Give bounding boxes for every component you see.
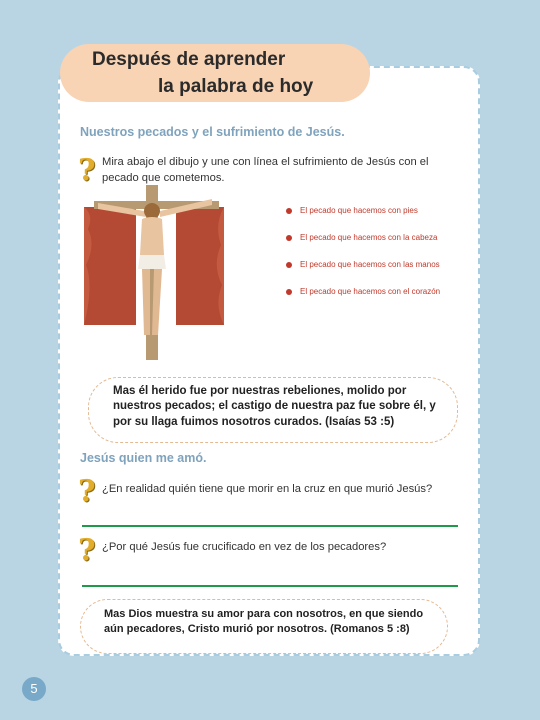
answer-line-2[interactable] bbox=[82, 585, 458, 587]
crucifixion-illustration bbox=[84, 185, 229, 360]
answer-line-1[interactable] bbox=[82, 525, 458, 527]
sin-option-label: El pecado que hacemos con las manos bbox=[300, 260, 440, 269]
red-dot-icon bbox=[286, 262, 292, 268]
sin-option-feet[interactable] bbox=[286, 206, 418, 215]
page-number: 5 bbox=[22, 677, 46, 701]
question-mark-icon: ? bbox=[78, 533, 96, 568]
red-dot-icon bbox=[286, 235, 292, 241]
question-mark-icon: ? bbox=[78, 474, 96, 509]
section1-instruction: Mira abajo el dibujo y une con línea el sufrimiento de Jesús con el pecado que cometemos. bbox=[102, 156, 429, 184]
question1-text: ¿En realidad quién tiene que morir en la cruz en que murió Jesús? bbox=[102, 483, 433, 495]
sin-option-label: El pecado que hacemos con pies bbox=[300, 206, 418, 215]
question2-text: ¿Por qué Jesús fue crucificado en vez de los pecadores? bbox=[102, 541, 387, 553]
verse-isaiah: Mas él herido fue por nuestras rebeliones, molido por nuestros pecados; el castigo de nuestra paz fue sobre él, y por su llaga fuimos nosotros curados. (Isaías 53 :5) bbox=[113, 385, 436, 428]
red-dot-icon bbox=[286, 208, 292, 214]
section1-title: Nuestros pecados y el sufrimiento de Jesús. bbox=[80, 125, 345, 139]
sin-option-heart[interactable] bbox=[286, 287, 440, 296]
header-title-line2: la palabra de hoy bbox=[158, 76, 314, 97]
sin-option-label: El pecado que hacemos con la cabeza bbox=[300, 233, 438, 242]
sin-option-label: El pecado que hacemos con el corazón bbox=[300, 287, 441, 296]
verse-romans: Mas Dios muestra su amor para con nosotros, en que siendo aún pecadores, Cristo murió por nosotros. (Romanos 5 :8) bbox=[104, 608, 424, 635]
question-mark-icon: ? bbox=[78, 153, 96, 188]
header-title-line1: Después de aprender bbox=[92, 49, 286, 70]
sin-option-head[interactable] bbox=[286, 233, 437, 242]
section2-title: Jesús quien me amó. bbox=[80, 451, 207, 465]
sin-option-hands[interactable] bbox=[286, 260, 440, 269]
red-dot-icon bbox=[286, 289, 292, 295]
